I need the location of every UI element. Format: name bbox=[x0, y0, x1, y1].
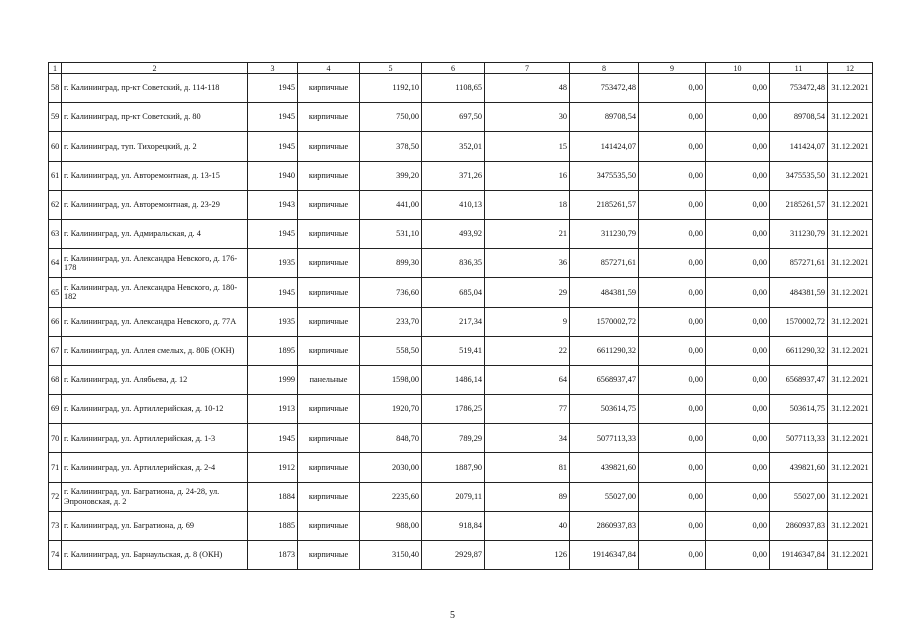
cell-wall-material: кирпичные bbox=[298, 161, 360, 190]
cell-wall-material: кирпичные bbox=[298, 132, 360, 161]
cell-address: г. Калининград, ул. Багратиона, д. 24-28, ул. Эпроновская, д. 2 bbox=[62, 482, 248, 511]
cell-address: г. Калининград, ул. Артиллерийская, д. 10-12 bbox=[62, 395, 248, 424]
column-header-3: 3 bbox=[248, 63, 298, 74]
cell-address: г. Калининград, ул. Александра Невского, д. 180-182 bbox=[62, 278, 248, 307]
cell-amount-col11: 503614,75 bbox=[770, 395, 828, 424]
cell-wall-material: кирпичные bbox=[298, 219, 360, 248]
cell-address: г. Калининград, ул. Аллея смелых, д. 80Б (ОКН) bbox=[62, 336, 248, 365]
cell-wall-material: кирпичные bbox=[298, 541, 360, 570]
cell-address: г. Калининград, пр-кт Советский, д. 114-118 bbox=[62, 74, 248, 103]
cell-area-living: 371,26 bbox=[422, 161, 485, 190]
cell-address: г. Калининград, ул. Барнаульская, д. 8 (ОКН) bbox=[62, 541, 248, 570]
table-row bbox=[49, 424, 873, 453]
cell-residents: 126 bbox=[485, 541, 570, 570]
cell-row-number: 74 bbox=[49, 541, 62, 570]
cell-amount: 6568937,47 bbox=[570, 365, 639, 394]
cell-row-number: 71 bbox=[49, 453, 62, 482]
cell-area-living: 519,41 bbox=[422, 336, 485, 365]
cell-deadline-date: 31.12.2021 bbox=[828, 219, 873, 248]
cell-deadline-date: 31.12.2021 bbox=[828, 365, 873, 394]
cell-area-living: 493,92 bbox=[422, 219, 485, 248]
cell-row-number: 67 bbox=[49, 336, 62, 365]
cell-amount: 857271,61 bbox=[570, 249, 639, 278]
cell-amount-col11: 141424,07 bbox=[770, 132, 828, 161]
cell-deadline-date: 31.12.2021 bbox=[828, 278, 873, 307]
cell-year-built: 1945 bbox=[248, 278, 298, 307]
cell-amount-col10: 0,00 bbox=[706, 453, 770, 482]
cell-area-living: 352,01 bbox=[422, 132, 485, 161]
table-row bbox=[49, 190, 873, 219]
cell-amount-col9: 0,00 bbox=[639, 249, 706, 278]
cell-area-total: 750,00 bbox=[360, 103, 422, 132]
cell-amount-col9: 0,00 bbox=[639, 541, 706, 570]
cell-address: г. Калининград, ул. Александра Невского, д. 77А bbox=[62, 307, 248, 336]
cell-wall-material: панельные bbox=[298, 365, 360, 394]
column-header-8: 8 bbox=[570, 63, 639, 74]
cell-amount-col9: 0,00 bbox=[639, 365, 706, 394]
cell-area-living: 836,35 bbox=[422, 249, 485, 278]
cell-wall-material: кирпичные bbox=[298, 190, 360, 219]
table-row bbox=[49, 74, 873, 103]
cell-amount-col11: 5077113,33 bbox=[770, 424, 828, 453]
cell-area-living: 918,84 bbox=[422, 511, 485, 540]
table-row bbox=[49, 511, 873, 540]
cell-deadline-date: 31.12.2021 bbox=[828, 395, 873, 424]
cell-deadline-date: 31.12.2021 bbox=[828, 132, 873, 161]
table-row bbox=[49, 395, 873, 424]
cell-amount: 55027,00 bbox=[570, 482, 639, 511]
cell-amount: 439821,60 bbox=[570, 453, 639, 482]
cell-year-built: 1913 bbox=[248, 395, 298, 424]
table-row bbox=[49, 132, 873, 161]
cell-year-built: 1999 bbox=[248, 365, 298, 394]
cell-row-number: 64 bbox=[49, 249, 62, 278]
cell-area-total: 233,70 bbox=[360, 307, 422, 336]
cell-amount-col11: 3475535,50 bbox=[770, 161, 828, 190]
cell-address: г. Калининград, ул. Артиллерийская, д. 1-3 bbox=[62, 424, 248, 453]
cell-amount-col9: 0,00 bbox=[639, 453, 706, 482]
cell-area-total: 3150,40 bbox=[360, 541, 422, 570]
table-body bbox=[49, 74, 873, 570]
cell-area-living: 697,50 bbox=[422, 103, 485, 132]
cell-residents: 9 bbox=[485, 307, 570, 336]
table-row bbox=[49, 278, 873, 307]
cell-amount-col11: 6568937,47 bbox=[770, 365, 828, 394]
table-row bbox=[49, 336, 873, 365]
cell-amount-col9: 0,00 bbox=[639, 336, 706, 365]
cell-amount-col11: 857271,61 bbox=[770, 249, 828, 278]
cell-residents: 34 bbox=[485, 424, 570, 453]
cell-area-total: 2030,00 bbox=[360, 453, 422, 482]
cell-residents: 22 bbox=[485, 336, 570, 365]
cell-year-built: 1935 bbox=[248, 307, 298, 336]
cell-amount-col9: 0,00 bbox=[639, 132, 706, 161]
cell-residents: 64 bbox=[485, 365, 570, 394]
cell-area-living: 685,04 bbox=[422, 278, 485, 307]
cell-residents: 30 bbox=[485, 103, 570, 132]
cell-area-living: 2929,87 bbox=[422, 541, 485, 570]
cell-wall-material: кирпичные bbox=[298, 424, 360, 453]
cell-area-living: 2079,11 bbox=[422, 482, 485, 511]
cell-deadline-date: 31.12.2021 bbox=[828, 424, 873, 453]
cell-amount-col10: 0,00 bbox=[706, 307, 770, 336]
cell-deadline-date: 31.12.2021 bbox=[828, 541, 873, 570]
column-header-12: 12 bbox=[828, 63, 873, 74]
cell-deadline-date: 31.12.2021 bbox=[828, 74, 873, 103]
table-row bbox=[49, 249, 873, 278]
cell-area-total: 1920,70 bbox=[360, 395, 422, 424]
cell-deadline-date: 31.12.2021 bbox=[828, 161, 873, 190]
cell-address: г. Калининград, пр-кт Советский, д. 80 bbox=[62, 103, 248, 132]
cell-residents: 15 bbox=[485, 132, 570, 161]
cell-wall-material: кирпичные bbox=[298, 249, 360, 278]
cell-year-built: 1884 bbox=[248, 482, 298, 511]
cell-year-built: 1945 bbox=[248, 219, 298, 248]
cell-wall-material: кирпичные bbox=[298, 482, 360, 511]
cell-amount-col10: 0,00 bbox=[706, 511, 770, 540]
column-number-row bbox=[49, 63, 873, 74]
cell-area-living: 410,13 bbox=[422, 190, 485, 219]
cell-area-living: 789,29 bbox=[422, 424, 485, 453]
cell-address: г. Калининград, ул. Алябьева, д. 12 bbox=[62, 365, 248, 394]
cell-amount-col10: 0,00 bbox=[706, 395, 770, 424]
cell-area-living: 1108,65 bbox=[422, 74, 485, 103]
cell-year-built: 1945 bbox=[248, 74, 298, 103]
cell-area-living: 1486,14 bbox=[422, 365, 485, 394]
cell-amount-col11: 2185261,57 bbox=[770, 190, 828, 219]
cell-amount-col11: 6611290,32 bbox=[770, 336, 828, 365]
cell-deadline-date: 31.12.2021 bbox=[828, 453, 873, 482]
cell-amount-col11: 55027,00 bbox=[770, 482, 828, 511]
housing-register-table bbox=[48, 62, 873, 570]
column-header-2: 2 bbox=[62, 63, 248, 74]
cell-address: г. Калининград, туп. Тихорецкий, д. 2 bbox=[62, 132, 248, 161]
cell-area-total: 441,00 bbox=[360, 190, 422, 219]
cell-deadline-date: 31.12.2021 bbox=[828, 249, 873, 278]
cell-amount: 2185261,57 bbox=[570, 190, 639, 219]
cell-deadline-date: 31.12.2021 bbox=[828, 336, 873, 365]
cell-amount: 1570002,72 bbox=[570, 307, 639, 336]
cell-row-number: 59 bbox=[49, 103, 62, 132]
cell-amount-col10: 0,00 bbox=[706, 365, 770, 394]
table-row bbox=[49, 365, 873, 394]
cell-deadline-date: 31.12.2021 bbox=[828, 482, 873, 511]
cell-area-total: 378,50 bbox=[360, 132, 422, 161]
cell-area-total: 1192,10 bbox=[360, 74, 422, 103]
cell-wall-material: кирпичные bbox=[298, 74, 360, 103]
cell-amount-col11: 311230,79 bbox=[770, 219, 828, 248]
cell-area-living: 1887,90 bbox=[422, 453, 485, 482]
cell-residents: 89 bbox=[485, 482, 570, 511]
cell-amount-col10: 0,00 bbox=[706, 482, 770, 511]
cell-year-built: 1945 bbox=[248, 424, 298, 453]
table-row bbox=[49, 161, 873, 190]
cell-year-built: 1935 bbox=[248, 249, 298, 278]
cell-address: г. Калининград, ул. Александра Невского, д. 176-178 bbox=[62, 249, 248, 278]
cell-area-total: 1598,00 bbox=[360, 365, 422, 394]
cell-row-number: 60 bbox=[49, 132, 62, 161]
cell-row-number: 70 bbox=[49, 424, 62, 453]
cell-area-total: 899,30 bbox=[360, 249, 422, 278]
cell-amount-col10: 0,00 bbox=[706, 219, 770, 248]
cell-amount-col11: 753472,48 bbox=[770, 74, 828, 103]
cell-amount-col9: 0,00 bbox=[639, 278, 706, 307]
cell-row-number: 68 bbox=[49, 365, 62, 394]
cell-wall-material: кирпичные bbox=[298, 103, 360, 132]
cell-amount-col10: 0,00 bbox=[706, 190, 770, 219]
cell-amount-col11: 439821,60 bbox=[770, 453, 828, 482]
cell-amount: 753472,48 bbox=[570, 74, 639, 103]
cell-amount-col9: 0,00 bbox=[639, 307, 706, 336]
cell-amount-col10: 0,00 bbox=[706, 249, 770, 278]
cell-amount-col9: 0,00 bbox=[639, 103, 706, 132]
table-header bbox=[49, 63, 873, 74]
cell-amount-col10: 0,00 bbox=[706, 161, 770, 190]
cell-amount-col11: 89708,54 bbox=[770, 103, 828, 132]
cell-wall-material: кирпичные bbox=[298, 307, 360, 336]
cell-amount-col9: 0,00 bbox=[639, 190, 706, 219]
cell-amount-col10: 0,00 bbox=[706, 132, 770, 161]
cell-amount: 484381,59 bbox=[570, 278, 639, 307]
column-header-10: 10 bbox=[706, 63, 770, 74]
cell-row-number: 72 bbox=[49, 482, 62, 511]
table-row bbox=[49, 453, 873, 482]
cell-row-number: 73 bbox=[49, 511, 62, 540]
table-row bbox=[49, 307, 873, 336]
cell-amount-col9: 0,00 bbox=[639, 74, 706, 103]
cell-area-total: 558,50 bbox=[360, 336, 422, 365]
cell-wall-material: кирпичные bbox=[298, 453, 360, 482]
table-row bbox=[49, 103, 873, 132]
cell-year-built: 1943 bbox=[248, 190, 298, 219]
cell-amount-col9: 0,00 bbox=[639, 219, 706, 248]
cell-row-number: 58 bbox=[49, 74, 62, 103]
cell-amount-col10: 0,00 bbox=[706, 278, 770, 307]
cell-deadline-date: 31.12.2021 bbox=[828, 103, 873, 132]
column-header-4: 4 bbox=[298, 63, 360, 74]
cell-residents: 18 bbox=[485, 190, 570, 219]
cell-area-living: 1786,25 bbox=[422, 395, 485, 424]
column-header-9: 9 bbox=[639, 63, 706, 74]
cell-amount-col11: 1570002,72 bbox=[770, 307, 828, 336]
cell-area-total: 988,00 bbox=[360, 511, 422, 540]
cell-amount-col9: 0,00 bbox=[639, 395, 706, 424]
column-header-7: 7 bbox=[485, 63, 570, 74]
cell-address: г. Калининград, ул. Авторемонтная, д. 13-15 bbox=[62, 161, 248, 190]
cell-year-built: 1945 bbox=[248, 103, 298, 132]
cell-amount-col9: 0,00 bbox=[639, 511, 706, 540]
cell-amount: 503614,75 bbox=[570, 395, 639, 424]
cell-area-total: 848,70 bbox=[360, 424, 422, 453]
cell-amount-col9: 0,00 bbox=[639, 161, 706, 190]
cell-deadline-date: 31.12.2021 bbox=[828, 307, 873, 336]
cell-residents: 16 bbox=[485, 161, 570, 190]
cell-row-number: 62 bbox=[49, 190, 62, 219]
cell-amount: 311230,79 bbox=[570, 219, 639, 248]
cell-residents: 29 bbox=[485, 278, 570, 307]
column-header-6: 6 bbox=[422, 63, 485, 74]
cell-amount: 141424,07 bbox=[570, 132, 639, 161]
cell-area-total: 399,20 bbox=[360, 161, 422, 190]
cell-amount: 3475535,50 bbox=[570, 161, 639, 190]
cell-address: г. Калининград, ул. Артиллерийская, д. 2-4 bbox=[62, 453, 248, 482]
cell-residents: 21 bbox=[485, 219, 570, 248]
cell-year-built: 1885 bbox=[248, 511, 298, 540]
cell-amount-col10: 0,00 bbox=[706, 336, 770, 365]
cell-residents: 81 bbox=[485, 453, 570, 482]
cell-amount: 5077113,33 bbox=[570, 424, 639, 453]
cell-row-number: 63 bbox=[49, 219, 62, 248]
cell-amount-col10: 0,00 bbox=[706, 541, 770, 570]
cell-area-total: 531,10 bbox=[360, 219, 422, 248]
cell-address: г. Калининград, ул. Багратиона, д. 69 bbox=[62, 511, 248, 540]
cell-residents: 77 bbox=[485, 395, 570, 424]
cell-amount-col9: 0,00 bbox=[639, 482, 706, 511]
cell-address: г. Калининград, ул. Авторемонтная, д. 23-29 bbox=[62, 190, 248, 219]
cell-row-number: 69 bbox=[49, 395, 62, 424]
cell-wall-material: кирпичные bbox=[298, 336, 360, 365]
cell-wall-material: кирпичные bbox=[298, 278, 360, 307]
cell-area-living: 217,34 bbox=[422, 307, 485, 336]
table-row bbox=[49, 541, 873, 570]
cell-year-built: 1873 bbox=[248, 541, 298, 570]
table-row bbox=[49, 219, 873, 248]
cell-amount: 6611290,32 bbox=[570, 336, 639, 365]
cell-wall-material: кирпичные bbox=[298, 395, 360, 424]
cell-residents: 48 bbox=[485, 74, 570, 103]
cell-area-total: 736,60 bbox=[360, 278, 422, 307]
cell-year-built: 1940 bbox=[248, 161, 298, 190]
cell-amount-col11: 2860937,83 bbox=[770, 511, 828, 540]
table-row bbox=[49, 482, 873, 511]
cell-row-number: 61 bbox=[49, 161, 62, 190]
column-header-5: 5 bbox=[360, 63, 422, 74]
cell-year-built: 1912 bbox=[248, 453, 298, 482]
cell-address: г. Калининград, ул. Адмиральская, д. 4 bbox=[62, 219, 248, 248]
cell-year-built: 1895 bbox=[248, 336, 298, 365]
cell-area-total: 2235,60 bbox=[360, 482, 422, 511]
cell-deadline-date: 31.12.2021 bbox=[828, 511, 873, 540]
cell-residents: 40 bbox=[485, 511, 570, 540]
page-number: 5 bbox=[450, 610, 455, 621]
cell-deadline-date: 31.12.2021 bbox=[828, 190, 873, 219]
column-header-1: 1 bbox=[49, 63, 62, 74]
cell-amount: 2860937,83 bbox=[570, 511, 639, 540]
cell-amount-col10: 0,00 bbox=[706, 103, 770, 132]
cell-amount-col11: 484381,59 bbox=[770, 278, 828, 307]
cell-amount: 19146347,84 bbox=[570, 541, 639, 570]
cell-amount-col11: 19146347,84 bbox=[770, 541, 828, 570]
column-header-11: 11 bbox=[770, 63, 828, 74]
cell-residents: 36 bbox=[485, 249, 570, 278]
cell-amount-col10: 0,00 bbox=[706, 74, 770, 103]
cell-wall-material: кирпичные bbox=[298, 511, 360, 540]
cell-row-number: 65 bbox=[49, 278, 62, 307]
cell-row-number: 66 bbox=[49, 307, 62, 336]
cell-year-built: 1945 bbox=[248, 132, 298, 161]
cell-amount-col9: 0,00 bbox=[639, 424, 706, 453]
cell-amount: 89708,54 bbox=[570, 103, 639, 132]
cell-amount-col10: 0,00 bbox=[706, 424, 770, 453]
